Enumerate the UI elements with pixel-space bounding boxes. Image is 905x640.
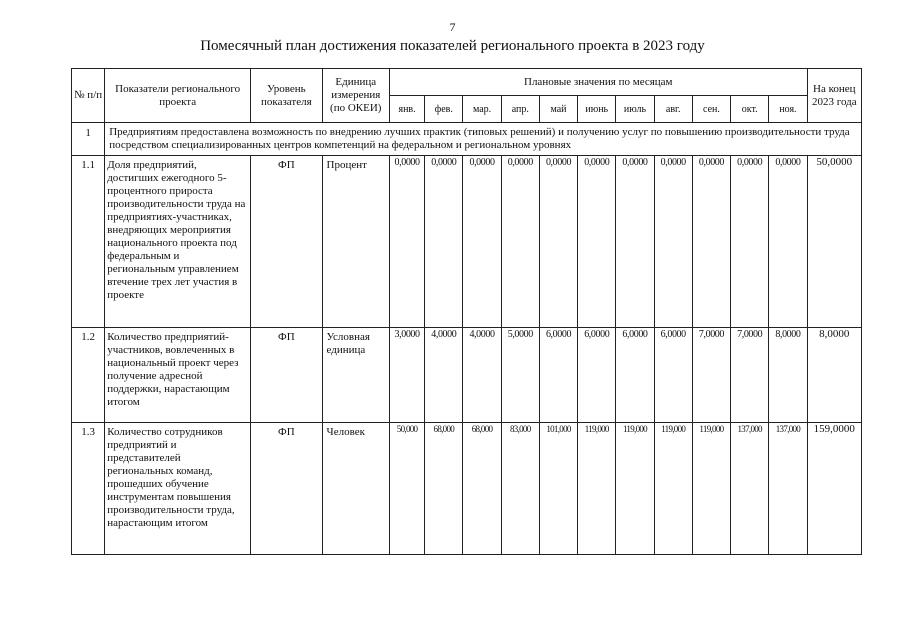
row-end-value: 159,0000: [807, 423, 861, 555]
row-value: 0,0000: [692, 156, 730, 328]
header-monthly: Плановые значения по месяцам: [389, 69, 807, 96]
section-text: Предприятиям предоставлена возможность по внедрению лучших практик (типовых решений) и получению услуг по повышению производительности труда посредством специализированных центров компетенций на федеральном и региональном уровнях: [105, 123, 862, 156]
row-value: 101,000: [539, 423, 577, 555]
row-value: 0,0000: [539, 156, 577, 328]
header-num: № п/п: [72, 69, 105, 123]
header-level: Уровень показателя: [251, 69, 322, 123]
row-value: 68,000: [425, 423, 463, 555]
row-value: 119,000: [654, 423, 692, 555]
month-header: окт.: [731, 96, 769, 123]
table-row: [72, 156, 862, 328]
row-value: 6,0000: [578, 328, 616, 423]
header-unit: Единица измерения (по ОКЕИ): [322, 69, 389, 123]
row-end-value: 50,0000: [807, 156, 861, 328]
row-value: 0,0000: [463, 156, 501, 328]
header-row: [72, 69, 862, 96]
page-number: 7: [449, 20, 456, 34]
month-header: сен.: [692, 96, 730, 123]
header-end: На конец 2023 года: [807, 69, 861, 123]
row-level: ФП: [251, 328, 322, 423]
month-header: фев.: [425, 96, 463, 123]
row-value: 119,000: [616, 423, 654, 555]
row-value: 4,0000: [425, 328, 463, 423]
month-header: мар.: [463, 96, 501, 123]
row-level: ФП: [251, 156, 322, 328]
row-value: 119,000: [578, 423, 616, 555]
row-value: 0,0000: [731, 156, 769, 328]
row-num: 1.2: [72, 328, 105, 423]
row-unit: Условная единица: [322, 328, 389, 423]
row-unit: Процент: [322, 156, 389, 328]
row-num: 1.3: [72, 423, 105, 555]
page-title: Помесячный план достижения показателей регионального проекта в 2023 году: [200, 38, 705, 54]
month-header: апр.: [501, 96, 539, 123]
row-value: 50,000: [389, 423, 424, 555]
row-value: 6,0000: [654, 328, 692, 423]
month-header: янв.: [389, 96, 424, 123]
row-value: 83,000: [501, 423, 539, 555]
table-row: [72, 423, 862, 555]
row-value: 0,0000: [389, 156, 424, 328]
row-value: 8,0000: [769, 328, 807, 423]
row-value: 0,0000: [769, 156, 807, 328]
plan-table: [71, 68, 862, 555]
section-num: 1: [72, 123, 105, 156]
month-header: авг.: [654, 96, 692, 123]
row-value: 3,0000: [389, 328, 424, 423]
table-row: [72, 328, 862, 423]
row-value: 0,0000: [654, 156, 692, 328]
month-header: июль: [616, 96, 654, 123]
row-value: 68,000: [463, 423, 501, 555]
row-indicator: Доля предприятий, достигших ежегодного 5-процентного прироста производительности труда на предприятиях-участниках, внедряющих мероприятия национального проекта под федеральным и региональным управлением втечение трех лет участия в проекте: [105, 156, 251, 328]
row-unit: Человек: [322, 423, 389, 555]
month-header: май: [539, 96, 577, 123]
row-value: 119,000: [692, 423, 730, 555]
row-value: 4,0000: [463, 328, 501, 423]
row-value: 0,0000: [425, 156, 463, 328]
row-value: 0,0000: [616, 156, 654, 328]
month-header: июнь: [578, 96, 616, 123]
row-num: 1.1: [72, 156, 105, 328]
row-value: 0,0000: [578, 156, 616, 328]
row-end-value: 8,0000: [807, 328, 861, 423]
row-value: 137,000: [731, 423, 769, 555]
row-value: 0,0000: [501, 156, 539, 328]
row-level: ФП: [251, 423, 322, 555]
section-row: [72, 123, 862, 156]
row-value: 7,0000: [692, 328, 730, 423]
row-indicator: Количество предприятий-участников, вовлеченных в национальный проект через получение адресной поддержки, нарастающим итогом: [105, 328, 251, 423]
row-value: 6,0000: [616, 328, 654, 423]
row-indicator: Количество сотрудников предприятий и представителей региональных команд, прошедших обучение инструментам повышения производительности труда, нарастающим итогом: [105, 423, 251, 555]
row-value: 6,0000: [539, 328, 577, 423]
month-header: ноя.: [769, 96, 807, 123]
row-value: 7,0000: [731, 328, 769, 423]
header-indicator: Показатели регионального проекта: [105, 69, 251, 123]
row-value: 137,000: [769, 423, 807, 555]
row-value: 5,0000: [501, 328, 539, 423]
